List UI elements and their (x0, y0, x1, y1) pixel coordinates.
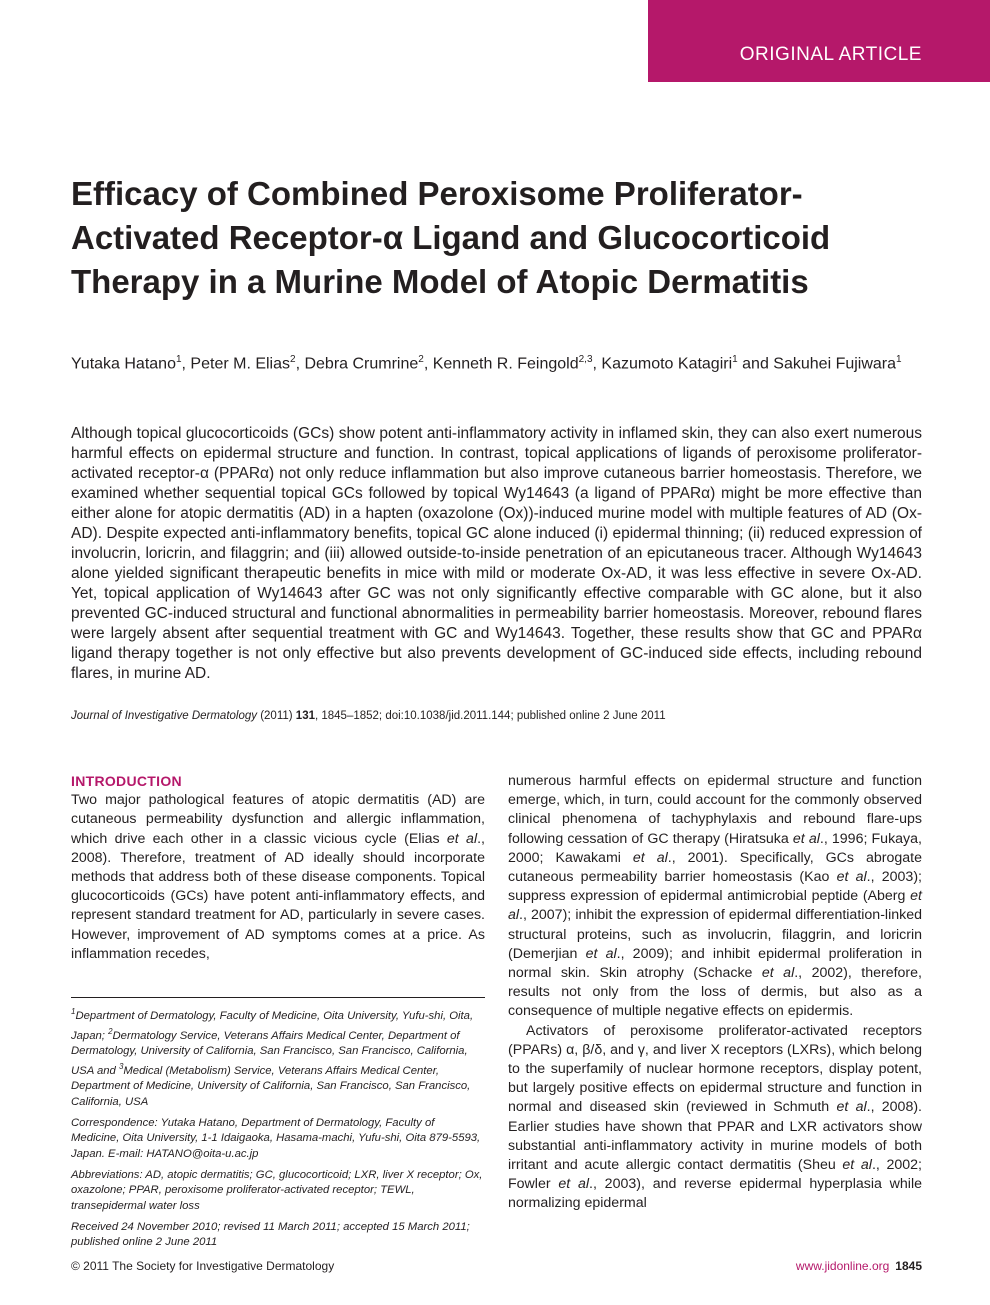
author-name: Kazumoto Katagiri (601, 355, 733, 373)
article-type-badge (648, 0, 990, 82)
author-name: Sakuhei Fujiwara (773, 355, 897, 373)
author-affiliation-mark: 1 (896, 354, 902, 365)
author-affiliation-mark: 1 (732, 354, 738, 365)
italic-run: et al (508, 888, 922, 924)
article-type-label: ORIGINAL ARTICLE (739, 44, 922, 65)
italic-run: et al (792, 830, 820, 847)
author-name: Kenneth R. Feingold (432, 355, 579, 373)
footnotes (71, 1004, 485, 1256)
text-run: Activators of peroxisome proliferator-activated receptors (PPARs) α, β/δ, and γ, and liver X receptors (LXRs), which belong to the superfamily of nuclear hormone receptors, display potent, but largely positive effects on epidermal structure and function in normal and diseased skin (reviewed in Schmuth (508, 1022, 922, 1116)
italic-run: et al (632, 849, 668, 866)
footer-copyright: © 2011 The Society for Investigative Dermatology (71, 1259, 335, 1273)
text-run: ., 2009); and inhibit epidermal proliferation in normal skin. Skin atrophy (Schacke (508, 945, 922, 982)
author-name: Debra Crumrine (304, 355, 419, 373)
citation-year: (2011) (257, 710, 296, 722)
affiliation-mark: 3 (118, 1062, 124, 1072)
author-affiliation-mark: 2,3 (578, 354, 593, 365)
text-run: ., 2008). Earlier studies have shown that PPAR and LXR activators show substantial anti-inflammatory activity in murine models of both irritant and acute allergic contact dermatitis (Sheu (508, 1099, 923, 1174)
text-run: ., 2002), therefore, results not only from the loss of dermis, but also as a consequence of multiple negative effects on epidermis. (508, 965, 922, 1020)
affiliation-text: Dermatology Service, Veterans Affairs Medical Center, Department of Dermatology, University of California, San Francisco, San Francisco, California, USA and (71, 1029, 468, 1078)
italic-run: et al (842, 1157, 872, 1174)
text-run: ., 2002; Fowler (508, 1157, 922, 1193)
footnote-abbreviations: Abbreviations: AD, atopic dermatitis; GC, glucocorticoid; LXR, liver X receptor; Ox, oxazolone; PPAR, peroxisome proliferator-activated receptor; TEWL, transepidermal water loss (71, 1168, 483, 1212)
abstract: Although topical glucocorticoids (GCs) show potent anti-inflammatory activity in inflamed skin, they can also exert numerous harmful effects on epidermal structure and function. In contrast, topical applications of ligands of peroxisome proliferator-activated receptor-α (PPARα) not only reduce inflammation but also improve cutaneous barrier homeostasis. Therefore, we examined whether sequential topical GCs followed by topical Wy14643 (a ligand of PPARα) might be more effective than either alone for atopic dermatitis (AD) in a hapten (oxazolone (Ox))-induced murine model with multiple features of AD (Ox-AD). Despite expected anti-inflammatory benefits, topical GC alone induced (i) epidermal thinning; (ii) reduced expression of involucrin, loricrin, and filaggrin; and (iii) allowed outside-to-inside penetration of an epicutaneous tracer. Although Wy14643 alone yielded significant therapeutic benefits in mice with mild or moderate Ox-AD, it was less effective in severe Ox-AD. Yet, topical application of Wy14643 after GC was not only significantly effective comparable with GC alone, but it also prevented GC-induced structural and functional abnormalities in permeability barrier homeostasis. Moreover, rebound flares were largely absent after sequential treatment with GC and Wy14643. Together, these results show that GC and PPARα ligand therapy together is not only effective but also prevents development of GC-induced side effects, including rebound flares, in murine AD. (71, 425, 922, 682)
italic-run: et al (585, 945, 617, 962)
italic-run: et al (836, 869, 867, 886)
footnote-affiliations (71, 1004, 485, 1110)
article-title: Efficacy of Combined Peroxisome Proliferator-Activated Receptor-α Ligand and Glucocorticoid Therapy in a Murine Model of Atopic Dermatitis (71, 175, 831, 300)
italic-run: et al (446, 830, 478, 847)
citation-volume: 131 (295, 710, 315, 722)
text-run: ., 2007); inhibit the expression of epidermal differentiation-linked structural proteins, such as involucrin, filaggrin, and loricrin (Demerjian (508, 907, 922, 962)
affiliation-mark: 2 (108, 1027, 113, 1037)
text-run: numerous harmful effects on epidermal structure and function emerge, which, in turn, could account for the commonly observed clinical phenomena of tachyphylaxis and rebound flare-ups following cessation of GC therapy (Hiratsuka (508, 773, 922, 847)
footnote-dates: Received 24 November 2010; revised 11 March 2011; accepted 15 March 2011; published online 2 June 2011 (71, 1220, 470, 1249)
affiliation-text: Department of Dermatology, Faculty of Medicine, Oita University, Yufu-shi, Oita, Japan; (71, 1009, 474, 1042)
citation-rest: , 1845–1852; doi:10.1038/jid.2011.144; published online 2 June 2011 (314, 710, 666, 722)
section-heading-introduction: INTRODUCTION (71, 773, 182, 789)
affiliation-text: Medical (Metabolism) Service, Veterans Affairs Medical Center, Department of Medicine, University of California, San Francisco, San Francisco, California, USA (71, 1065, 471, 1108)
italic-run: et al (558, 1176, 590, 1193)
text-run: ., 1996; Fukaya, 2000; Kawakami (508, 830, 922, 866)
author-affiliation-mark: 1 (175, 354, 182, 365)
intro-paragraph-3 (508, 1022, 922, 1214)
italic-run: et al (761, 965, 795, 982)
text-run: ., 2001). Specifically, GCs abrogate cutaneous permeability barrier homeostasis (Kao (508, 849, 922, 886)
intro-paragraph-2 (508, 772, 922, 1022)
author-affiliation-mark: 2 (418, 354, 424, 365)
journal-url-link[interactable]: www.jidonline.org (795, 1259, 890, 1273)
footer-right (796, 1259, 922, 1273)
author-affiliation-mark: 2 (290, 354, 296, 365)
citation-line (71, 708, 922, 724)
text-run: Two major pathological features of atopic dermatitis (AD) are cutaneous permeability dysfunction and allergic inflammation, which drive each other in a classic vicious cycle (Elias (71, 792, 485, 847)
text-run: ., 2003); suppress expression of epidermal antimicrobial peptide (Aberg (508, 869, 922, 905)
italic-run: et al (836, 1099, 867, 1116)
text-run: ., 2008). Therefore, treatment of AD ideally should incorporate methods that address both of these disease components. Topical glucocorticoids (GCs) have potent anti-inflammatory effects, and represent standard treatment for AD, particularly in severe cases. However, improvement of AD symptoms comes at a price. As inflammation recedes, (71, 830, 485, 962)
intro-paragraph-1 (71, 791, 485, 964)
page-number: 1845 (895, 1259, 922, 1273)
text-run: ., 2003), and reverse epidermal hyperplasia while normalizing epidermal (508, 1176, 922, 1212)
author-list: Yutaka Hatano$^1$, Peter M. Elias$^2$, Debra Crumrine$^2$, Kenneth R. Feingold$^{2,3}$, Kazumoto Katagiri$^1$ and Sakuhei Fujiwara$^1$ (71, 354, 902, 373)
author-name: Yutaka Hatano (71, 355, 176, 373)
right-column (508, 772, 922, 1214)
left-column (71, 772, 485, 964)
footnote-divider (71, 997, 485, 998)
affiliation-mark: 1 (71, 1007, 76, 1016)
author-name: Peter M. Elias (190, 355, 291, 373)
footnote-correspondence: Correspondence: Yutaka Hatano, Department of Dermatology, Faculty of Medicine, Oita University, 1-1 Idaigaoka, Hasama-machi, Yufu-shi, Oita 879-5593, Japan. E-mail: HATANO@oita-u.ac.jp (71, 1117, 481, 1160)
citation-journal: Journal of Investigative Dermatology (71, 710, 258, 722)
